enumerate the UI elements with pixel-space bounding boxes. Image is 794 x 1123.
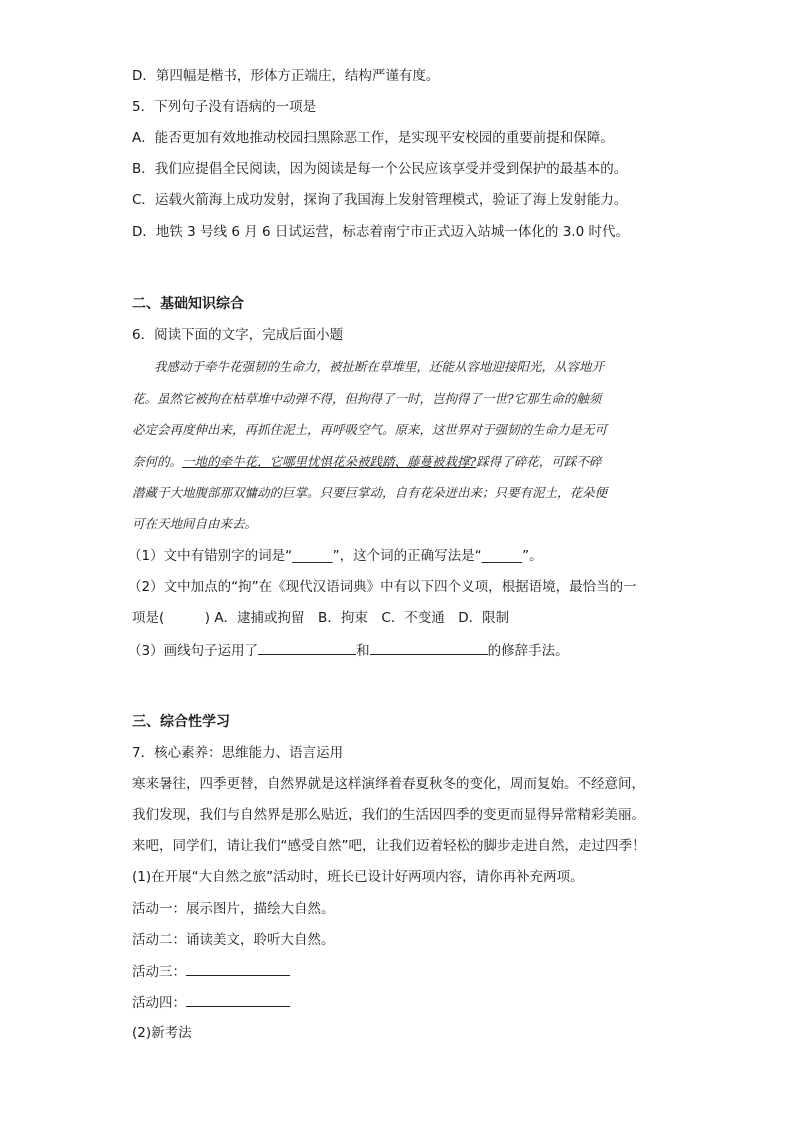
passage-line-4 [132,452,601,472]
passage-line-6: 可在天地间自由来去。 [132,516,258,531]
passage-line-4-suffix: 踩得了碎花，可踩不碎 [476,454,602,469]
q6-sub3-suffix: 的修辞手法。 [487,643,569,659]
q5-option-d: D．地铁 3 号线 6 月 6 日试运营，标志着南宁市正式迈入站城一体化的 3.0 时代。 [132,224,629,240]
q6-sub3-prefix: （3）画线句子运用了 [128,643,259,659]
q7-sub2-stem: (2)新考法 [132,1025,192,1041]
activity-3 [132,961,290,982]
passage-line-4-prefix: 奈何的。 [132,454,183,469]
activity-2: 活动二：诵读美文，聆听大自然。 [132,932,335,948]
answer-blank-1[interactable] [258,640,356,655]
activity-3-label: 活动三： [132,964,186,980]
q5-option-a: A．能否更加有效地推动校园扫黑除恶工作，是实现平安校园的重要前提和保障。 [132,130,614,146]
q7-intro-line-3: 来吧，同学们，请让我们“感受自然”吧，让我们迈着轻松的脚步走进自然，走过四季！ [132,838,646,854]
activity-4 [132,992,290,1013]
q6-sub3-middle: 和 [356,643,370,659]
q6-sub3 [128,640,569,661]
q5-option-c: C．运载火箭海上成功发射，探询了我国海上发射管理模式，验证了海上发射能力。 [132,192,628,208]
section-3-heading: 三、综合性学习 [132,714,230,730]
q6-sub2-line1: （2）文中加点的“拘”在《现代汉语词典》中有以下四个义项，根据语境，最恰当的一 [128,579,637,595]
q7-sub1-stem: (1)在开展“大自然之旅”活动时，班长已设计好两项内容，请你再补充两项。 [132,869,584,885]
section-2-heading: 二、基础知识综合 [132,296,244,312]
activity-1: 活动一：展示图片，描绘大自然。 [132,901,335,917]
q6-sub2-line2: 项是( ) A．逮捕或拘留 B．拘束 C．不变通 D．限制 [132,610,510,626]
q7-intro-line-1: 寒来暑往，四季更替，自然界就是这样演绎着春夏秋冬的变化，周而复始。不经意间， [132,776,645,792]
q7-stem: 7．核心素养：思维能力、语言运用 [132,745,344,761]
answer-blank-2[interactable] [370,640,488,655]
passage-line-1: 我感动于牵牛花强韧的生命力，被扯断在草堆里，还能从容地迎接阳光，从容地开 [154,359,605,374]
q4-option-d: D．第四幅是楷书，形体方正端庄，结构严谨有度。 [132,68,440,84]
q6-stem: 6．阅读下面的文字，完成后面小题 [132,327,344,343]
q5-option-b: B．我们应提倡全民阅读，因为阅读是每一个公民应该享受并受到保护的最基本的。 [132,161,628,177]
passage-line-5: 潜藏于大地腹部那双慵动的巨掌。只要巨掌动，自有花朵迸出来；只要有泥土，花朵便 [132,485,608,500]
underlined-sentence: 一地的牵牛花，它哪里忧惧花朵被践踏、藤蔓被栽撑? [182,454,477,469]
passage-line-2: 花。虽然它被拘在枯草堆中动弹不得，但拘得了一时，岂拘得了一世?它那生命的触须 [132,391,602,406]
activity-4-label: 活动四： [132,995,186,1011]
q7-intro-line-2: 我们发现，我们与自然界是那么贴近，我们的生活因四季的变更而显得异常精彩美丽。 [132,807,645,823]
passage-line-3: 必定会再度伸出来，再抓住泥土，再呼吸空气。原来，这世界对于强韧的生命力是无可 [132,422,608,437]
q6-sub1: （1）文中有错别字的词是“______”，这个词的正确写法是“______”。 [128,548,543,564]
q5-stem: 5．下列句子没有语病的一项是 [132,99,317,115]
activity-4-blank[interactable] [186,992,290,1007]
activity-3-blank[interactable] [186,961,290,976]
